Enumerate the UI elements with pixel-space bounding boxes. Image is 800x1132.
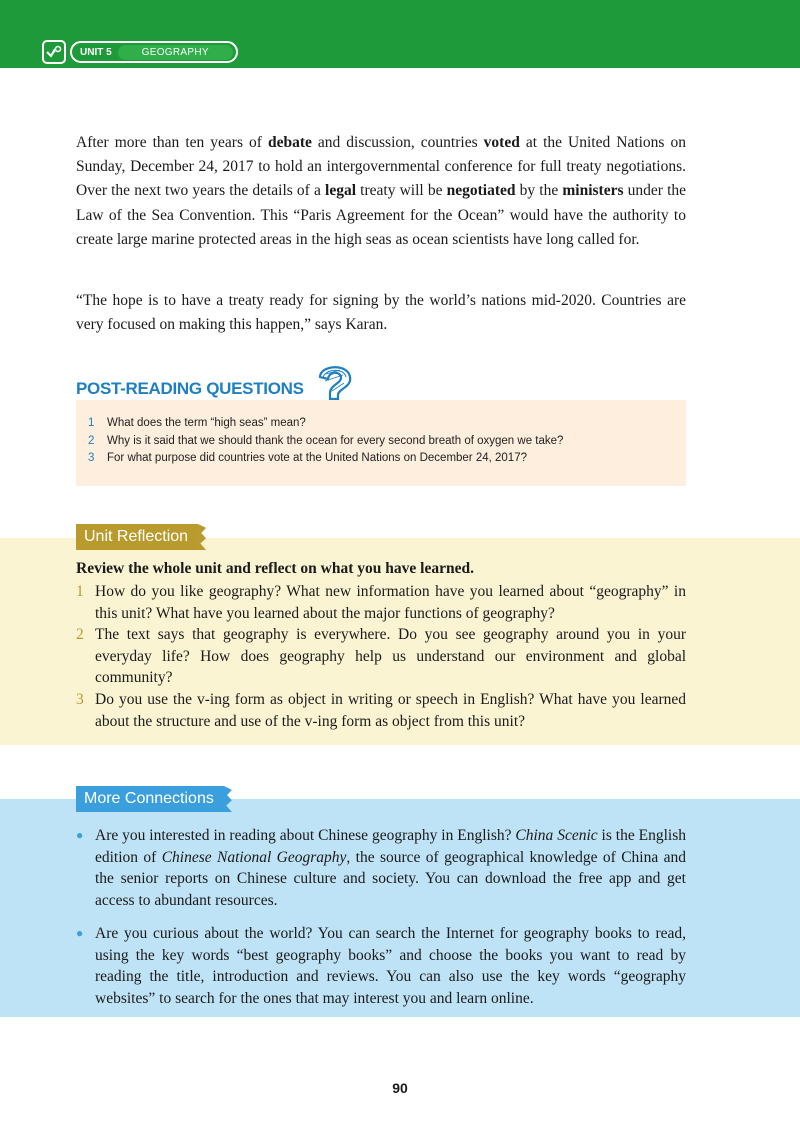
bullet-icon: ● — [76, 828, 84, 842]
unit-pill — [70, 41, 238, 63]
reflection-heading: Review the whole unit and reflect on what you have learned. — [76, 560, 474, 577]
key-check-icon — [42, 40, 66, 64]
reflection-item: 1 How do you like geography? What new information have you learned about “geography” in this unit? What have you learned about the major functions of geography? — [76, 583, 686, 622]
more-connections-tab: More Connections — [76, 786, 224, 812]
header-bar — [0, 0, 800, 68]
post-reading-questions-box — [76, 400, 686, 486]
bullet-icon: ● — [76, 926, 84, 940]
unit-reflection-tab: Unit Reflection — [76, 524, 198, 550]
subject-label: GEOGRAPHY — [118, 45, 233, 60]
article-paragraph-2: “The hope is to have a treaty ready for signing by the world’s nations mid-2020. Countries are very focused on making this happen,” says Karan. — [76, 292, 686, 334]
reflection-item: 2 The text says that geography is everywhere. Do you see geography around you in your everyday life? How does geography help us understand our environment and global community? — [76, 626, 686, 687]
reflection-item: 3 Do you use the v-ing form as object in writing or speech in English? What have you learned about the structure and use of the v-ing form as object from this unit? — [76, 691, 686, 730]
question-item: 2 Why is it said that we should thank the ocean for every second breath of oxygen we take? — [88, 434, 564, 447]
connection-item: ● Are you curious about the world? You can search the Internet for geography books to read, using the key words “best geography books” and choose the books you want to read by reading the title, introduction and reviews. You can also use the key words “geography websites” to search for the ones that may interest you and learn online. — [76, 923, 686, 1009]
question-item: 1 What does the term “high seas” mean? — [88, 417, 306, 429]
connection-item: ● Are you interested in reading about Chinese geography in English? China Scenic is the English edition of Chinese National Geography, the source of geographical knowledge of China and the senior reports on Chinese culture and society. You can download the free app and get access to abundant resources. — [76, 825, 686, 911]
question-item: 3 For what purpose did countries vote at the United Nations on December 24, 2017? — [88, 452, 527, 464]
unit-label: UNIT 5 — [80, 46, 112, 58]
unit-tag — [42, 40, 238, 64]
article-paragraph-1: After more than ten years of debate and discussion, countries voted at the United Nations on Sunday, December 24, 2017 to hold an intergovernmental conference for full treaty negotiations. Over the next two years the details of a legal treaty will be negotiated by the ministers under the Law of the Sea Convention. This “Paris Agreement for the Ocean” would have the authority to create large marine protected areas in the high seas as ocean scientists have long called for. — [76, 134, 687, 248]
page-number: 90 — [392, 1080, 408, 1096]
post-reading-title: POST-READING QUESTIONS — [76, 379, 304, 398]
